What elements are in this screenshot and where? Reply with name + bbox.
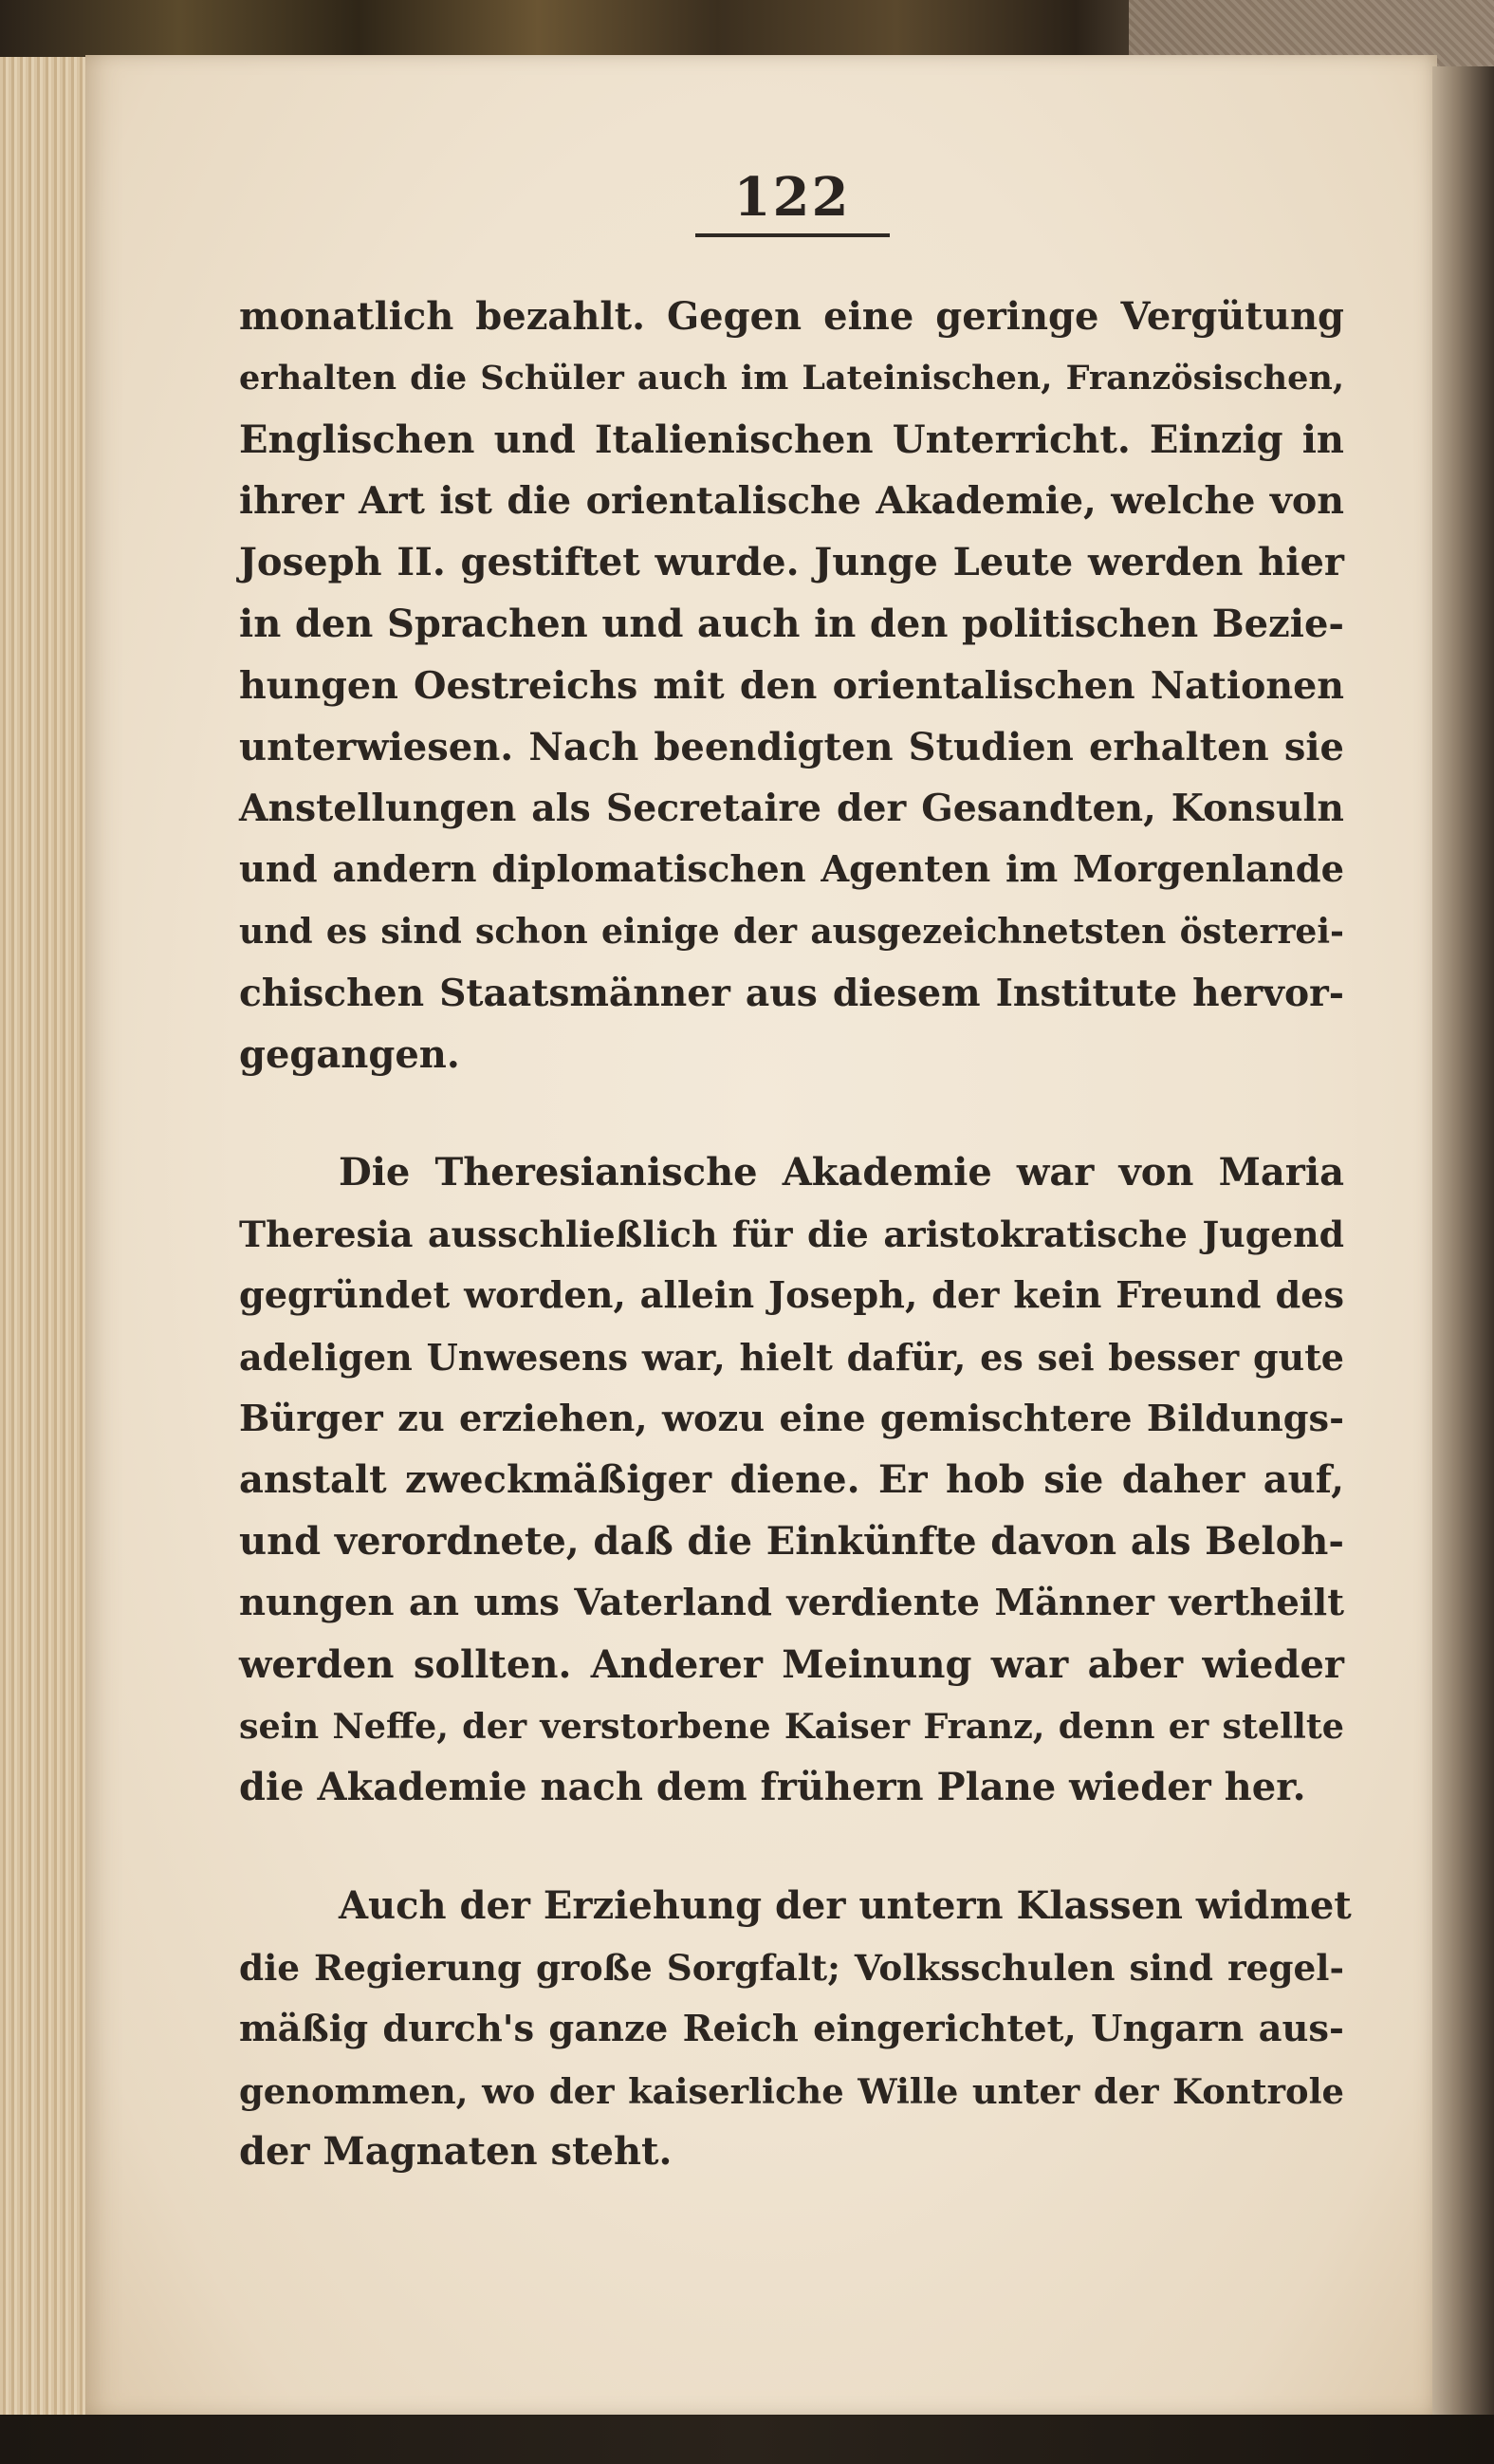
text-line: adeligen Unwesens war, hielt dafür, es sei besser gute [239,1335,1344,1379]
paragraph-gap [239,1085,1344,1142]
paragraph-2 [239,1142,1344,1204]
text-line: Joseph II. gestiftet wurde. Junge Leute werden hier [239,540,1344,585]
text-line: ihrer Art ist die orientalische Akademie, welche von [239,479,1344,524]
text-line: erhalten die Schüler auch im Lateinischen, Französischen, [239,358,1344,398]
text-line: die Akademie nach dem frühern Plane wieder her. [239,1765,1306,1810]
text-line: Englischen und Italienischen Unterricht. Einzig in [239,417,1344,462]
paragraph-1 [239,287,1344,1085]
text-line: hungen Oestreichs mit den orientalischen Nationen [239,663,1344,708]
text-line: Bürger zu erziehen, wozu eine gemischtere Bildungs- [239,1397,1344,1440]
text-line: Auch der Erziehung der untern Klassen widmet [339,1883,1352,1929]
text-line: und es sind schon einige der ausgezeichnetsten österrei- [239,911,1344,952]
text-line: unterwiesen. Nach beendigten Studien erhalten sie [239,724,1344,769]
page-number: 122 [733,166,851,229]
text-line: mäßig durch's ganze Reich eingerichtet, Ungarn aus- [239,2007,1344,2050]
text-line: monatlich bezahlt. Gegen eine geringe Vergütung [239,294,1344,339]
text-line: nungen an ums Vaterland verdiente Männer vertheilt [239,1581,1344,1624]
page-stack-edges [0,57,90,2419]
text-line: anstalt zweckmäßiger diene. Er hob sie daher auf, [239,1457,1344,1503]
text-line: die Regierung große Sorgfalt; Volksschulen sind regel- [239,1946,1344,1989]
page-number-rule [695,233,890,237]
paragraph-3 [239,1876,1352,1937]
text-line: gegangen. [239,1031,460,1077]
text-line: Anstellungen als Secretaire der Gesandten, Konsuln [239,787,1344,831]
book-cover-bottom [0,2415,1494,2464]
text-line: werden sollten. Anderer Meinung war aber wieder [239,1641,1344,1687]
text-line: und verordnete, daß die Einkünfte davon als Beloh- [239,1519,1344,1565]
text-line: Die Theresianische Akademie war von Maria [339,1150,1344,1195]
page-text [239,287,1352,2183]
text-line: und andern diplomatischen Agenten im Morgenlande [239,848,1344,892]
facing-page-edge [1432,66,1494,2419]
text-line: gegründet worden, allein Joseph, der kein Freund des [239,1273,1344,1317]
text-line: der Magnaten steht. [239,2129,673,2175]
text-line: Theresia ausschließlich für die aristokratische Jugend [239,1213,1344,1256]
text-line: in den Sprachen und auch in den politischen Bezie- [239,601,1344,646]
text-line: genommen, wo der kaiserliche Wille unter der Kontrole [239,2069,1344,2112]
paragraph-2-body [239,1204,1344,1819]
text-line: chischen Staatsmänner aus diesem Institute hervor- [239,971,1344,1015]
paragraph-gap [239,1819,1344,1876]
text-line: sein Neffe, der verstorbene Kaiser Franz, denn er stellte [239,1705,1344,1747]
paragraph-3-body [239,1937,1344,2183]
